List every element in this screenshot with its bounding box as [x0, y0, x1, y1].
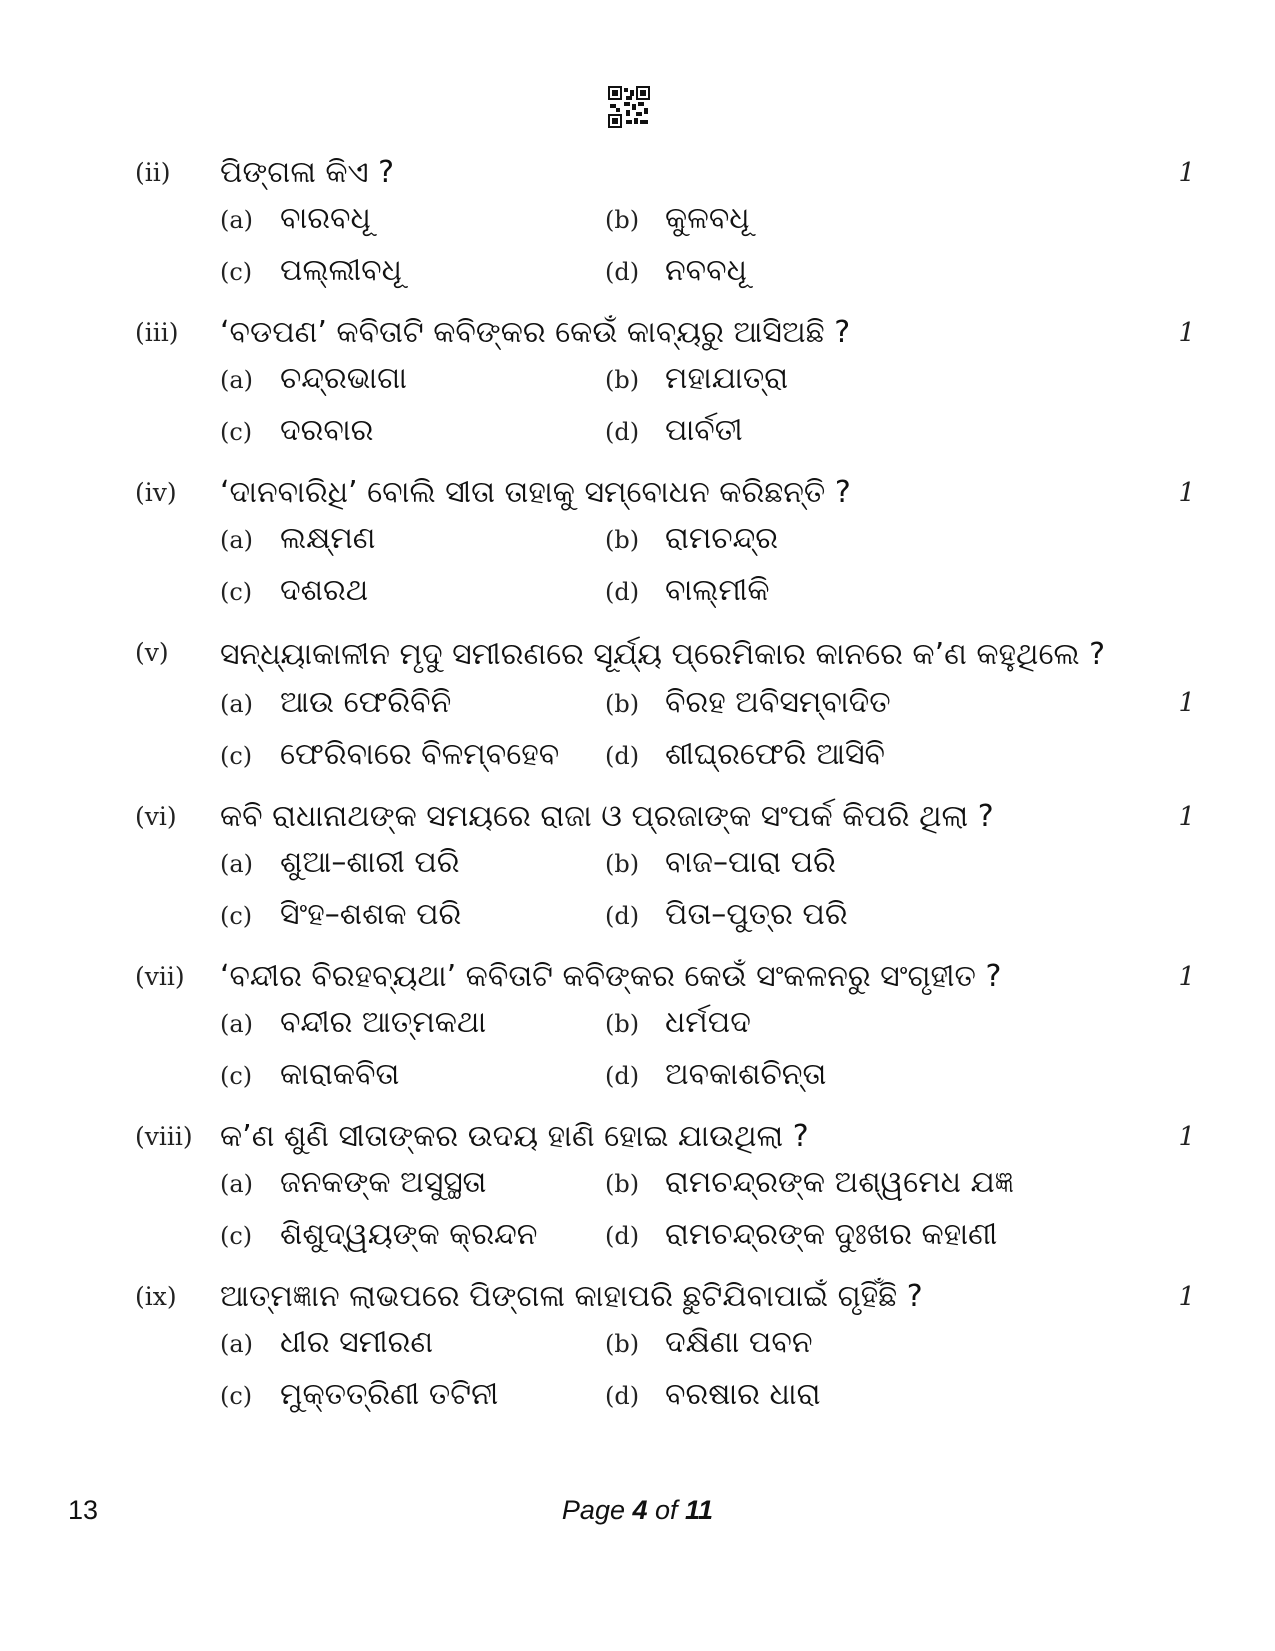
option-text: ମୁକ୍ତତ୍ରିଣୀ ତଟିନୀ	[280, 1377, 499, 1412]
option-item	[220, 840, 605, 886]
option-grid	[220, 1320, 1195, 1418]
option-text: ପାର୍ବତୀ	[665, 413, 743, 448]
question-item	[135, 630, 1195, 778]
option-grid	[220, 1160, 1195, 1258]
option-text: ମହାଯାତ୍ରା	[665, 361, 789, 396]
question-number: (v)	[135, 638, 169, 667]
option-label: (a)	[220, 690, 254, 718]
option-text: ଜନକଙ୍କ ଅସୁସ୍ଥତା	[280, 1165, 487, 1200]
option-item	[220, 408, 605, 454]
option-label: (b)	[605, 1170, 640, 1198]
option-item	[605, 516, 1125, 562]
question-number: (iii)	[135, 318, 179, 347]
question-text: ପିଙ୍ଗଳା କିଏ ?	[220, 155, 395, 190]
option-grid	[220, 680, 1195, 778]
option-label: (a)	[220, 1330, 254, 1358]
option-grid	[220, 196, 1195, 294]
option-text: ଆଉ ଫେରିବିନି	[280, 685, 452, 720]
question-item	[135, 310, 1195, 454]
question-line	[135, 954, 1195, 1000]
option-item	[605, 680, 1125, 726]
question-number: (vi)	[135, 802, 177, 831]
option-text: ବିରହ ଅବିସମ୍ବାଦିତ	[665, 685, 891, 720]
option-label: (b)	[605, 526, 640, 554]
option-item	[220, 680, 605, 726]
option-item	[220, 248, 605, 294]
question-item	[135, 954, 1195, 1098]
option-text: ସିଂହ–ଶଶକ ପରି	[280, 897, 462, 932]
option-label: (b)	[605, 690, 640, 718]
option-text: ରାମଚନ୍ଦ୍ରଙ୍କ ଦୁଃଖର କହାଣୀ	[665, 1217, 998, 1252]
option-label: (c)	[220, 418, 253, 446]
option-label: (c)	[220, 258, 253, 286]
option-text: ରାମଚନ୍ଦ୍ରଙ୍କ ଅଶ୍ୱମେଧ ଯଜ୍ଞ	[665, 1165, 1014, 1200]
question-item	[135, 150, 1195, 294]
option-text: ବାରବଧୂ	[280, 201, 371, 236]
option-text: ରାମଚନ୍ଦ୍ର	[665, 521, 778, 556]
option-item	[605, 248, 1125, 294]
question-marks: 1	[1178, 158, 1195, 188]
option-text: ନବବଧୂ	[665, 253, 747, 288]
option-text: ବାଲ୍ମୀକି	[665, 573, 770, 608]
question-marks: 1	[1178, 802, 1195, 832]
option-text: ଦରବାର	[280, 413, 374, 448]
question-item	[135, 794, 1195, 938]
question-line	[135, 1274, 1195, 1320]
option-text: କୁଳବଧୂ	[665, 201, 750, 236]
option-item	[605, 892, 1125, 938]
option-label: (a)	[220, 526, 254, 554]
option-text: ଶୁଆ–ଶାରୀ ପରି	[280, 845, 460, 880]
option-label: (b)	[605, 1010, 640, 1038]
option-label: (d)	[605, 1062, 640, 1090]
question-line	[135, 150, 1195, 196]
question-text: କବି ରାଧାନାଥଙ୍କ ସମୟରେ ରାଜା ଓ ପ୍ରଜାଙ୍କ ସଂପର୍କ କିପରି ଥିଲା ?	[220, 799, 994, 834]
option-item	[605, 568, 1125, 614]
option-label: (a)	[220, 206, 254, 234]
option-label: (b)	[605, 206, 640, 234]
option-text: ବନ୍ଦୀର ଆତ୍ମକଥା	[280, 1005, 487, 1040]
option-item	[605, 1320, 1125, 1366]
question-line	[135, 470, 1195, 516]
option-item	[220, 1320, 605, 1366]
question-item	[135, 470, 1195, 614]
option-label: (a)	[220, 366, 254, 394]
option-label: (b)	[605, 366, 640, 394]
question-number: (viii)	[135, 1122, 193, 1151]
subject-code: 13	[68, 1495, 99, 1525]
option-label: (d)	[605, 742, 640, 770]
question-number: (ii)	[135, 158, 171, 187]
option-text: ଶୀଘ୍ରଫେରି ଆସିବି	[665, 737, 886, 772]
option-item	[220, 1000, 605, 1046]
option-text: ଧୀର ସମୀରଣ	[280, 1325, 434, 1360]
option-text: ପିତା–ପୁତ୍ର ପରି	[665, 897, 848, 932]
question-marks: 1	[1178, 1122, 1195, 1152]
option-label: (c)	[220, 902, 253, 930]
page-of: of	[647, 1495, 686, 1525]
option-item	[220, 1160, 605, 1206]
option-item	[605, 840, 1125, 886]
option-label: (d)	[605, 418, 640, 446]
option-item	[605, 356, 1125, 402]
option-item	[220, 568, 605, 614]
option-label: (c)	[220, 1062, 253, 1090]
page-total: 11	[685, 1495, 714, 1525]
question-marks: 1	[1178, 478, 1195, 508]
question-number: (ix)	[135, 1282, 177, 1311]
option-grid	[220, 356, 1195, 454]
option-label: (a)	[220, 1170, 254, 1198]
page-prefix: Page	[561, 1495, 633, 1525]
option-text: ଧର୍ମପଦ	[665, 1005, 751, 1040]
option-item	[605, 196, 1125, 242]
question-marks: 1	[1178, 1282, 1195, 1312]
question-line	[135, 1114, 1195, 1160]
option-grid	[220, 840, 1195, 938]
option-item	[220, 516, 605, 562]
option-text: ଫେରିବାରେ ବିଳମ୍ବହେବ	[280, 737, 560, 772]
question-number: (vii)	[135, 962, 185, 991]
option-label: (d)	[605, 1382, 640, 1410]
option-grid	[220, 1000, 1195, 1098]
option-text: ଦକ୍ଷିଣା ପବନ	[665, 1325, 813, 1360]
question-number: (iv)	[135, 478, 177, 507]
option-text: କାରାକବିତା	[280, 1057, 400, 1092]
option-item	[605, 1000, 1125, 1046]
option-label: (c)	[220, 1382, 253, 1410]
question-text: ‘ବଡପଣ’ କବିତାଟି କବିଙ୍କର କେଉଁ କାବ୍ୟରୁ ଆସିଅଛି ?	[220, 315, 851, 350]
question-text: ‘ଦାନବାରିଧି’ ବୋଲି ସୀତା ତାହାକୁ ସମ୍ବୋଧନ କରିଛନ୍ତି ?	[220, 475, 851, 510]
option-text: ପଲ୍ଲୀବଧୂ	[280, 253, 402, 288]
option-grid	[220, 516, 1195, 614]
option-text: ଶିଶୁଦ୍ୱୟଙ୍କ କ୍ରନ୍ଦନ	[280, 1217, 538, 1252]
question-marks: 1	[1178, 318, 1195, 348]
question-marks: 1	[1178, 688, 1195, 718]
option-text: ବାଜ–ପାରା ପରି	[665, 845, 836, 880]
option-item	[220, 892, 605, 938]
option-item	[605, 1212, 1125, 1258]
option-label: (c)	[220, 578, 253, 606]
option-label: (c)	[220, 742, 253, 770]
option-text: ଅବକାଶଚିନ୍ତା	[665, 1057, 827, 1092]
option-text: ଚନ୍ଦ୍ରଭାଗା	[280, 361, 408, 396]
option-item	[605, 1160, 1125, 1206]
question-line	[135, 310, 1195, 356]
question-text: କ’ଣ ଶୁଣି ସୀତାଙ୍କର ଉଦୟ ହାଣି ହୋଇ ଯାଉଥିଲା ?	[220, 1119, 809, 1154]
option-label: (d)	[605, 902, 640, 930]
question-item	[135, 1114, 1195, 1258]
option-label: (b)	[605, 850, 640, 878]
question-item	[135, 1274, 1195, 1418]
option-item	[220, 1372, 605, 1418]
option-label: (c)	[220, 1222, 253, 1250]
option-item	[220, 1052, 605, 1098]
option-text: ଲକ୍ଷ୍ମଣ	[280, 521, 376, 556]
option-label: (a)	[220, 1010, 254, 1038]
option-item	[220, 196, 605, 242]
option-item	[605, 732, 1125, 778]
page-number	[0, 1495, 1275, 1526]
question-list	[135, 150, 1195, 1434]
question-text: ସନ୍ଧ୍ୟାକାଳୀନ ମୃଦୁ ସମୀରଣରେ ସୂର୍ଯ୍ୟ ପ୍ରେମିକାର କାନରେ କ’ଣ କହୁଥିଲେ ?	[220, 637, 1106, 672]
question-text: ‘ବନ୍ଦୀର ବିରହବ୍ୟଥା’ କବିତାଟି କବିଙ୍କର କେଉଁ ସଂକଳନରୁ ସଂଗୃହୀତ ?	[220, 959, 1002, 994]
option-item	[605, 408, 1125, 454]
option-item	[605, 1052, 1125, 1098]
qr-code-icon	[608, 86, 650, 128]
option-label: (d)	[605, 258, 640, 286]
option-item	[605, 1372, 1125, 1418]
question-text: ଆତ୍ମଜ୍ଞାନ ଲାଭପରେ ପିଙ୍ଗଳା କାହାପରି ଛୁଟିଯିବାପାଇଁ ଗୃହିଁଛି ?	[220, 1279, 923, 1314]
option-text: ଦଶରଥ	[280, 573, 369, 608]
option-item	[220, 356, 605, 402]
option-item	[220, 732, 605, 778]
question-line	[135, 794, 1195, 840]
option-label: (d)	[605, 1222, 640, 1250]
option-item	[220, 1212, 605, 1258]
option-label: (d)	[605, 578, 640, 606]
option-label: (b)	[605, 1330, 640, 1358]
option-label: (a)	[220, 850, 254, 878]
question-marks: 1	[1178, 962, 1195, 992]
option-text: ବରଷାର ଧାରା	[665, 1377, 821, 1412]
page-current: 4	[632, 1495, 648, 1525]
